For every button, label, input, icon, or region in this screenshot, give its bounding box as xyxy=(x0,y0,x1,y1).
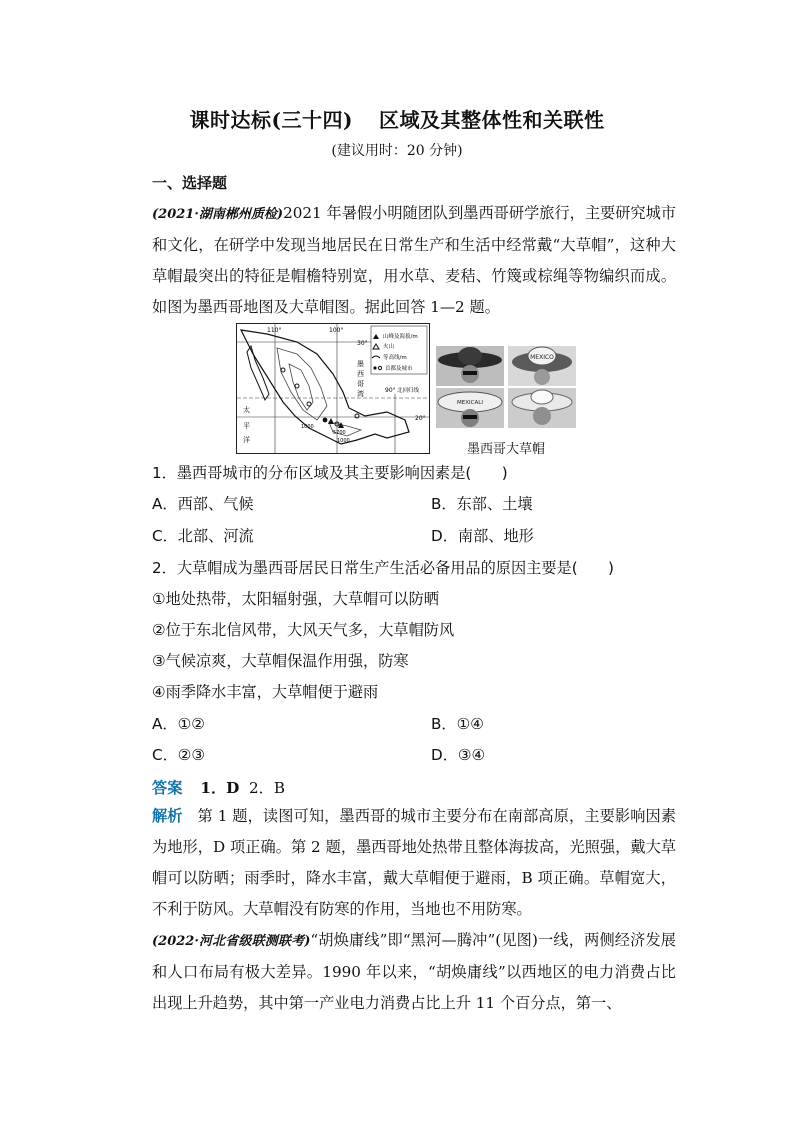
lat-30: 30° xyxy=(357,340,368,347)
photo-caption: 墨西哥大草帽 xyxy=(466,442,545,457)
gulf-char-3: 哥 xyxy=(357,380,364,388)
explanation-text: 第 1 题，读图可知，墨西哥的城市主要分布在南部高原，主要影响因素为地形，D 项正确。第 2 题，墨西哥地处热带且整体海拔高，光照强，戴大草帽可以防晒；雨季时，降水丰富，戴大草帽便于避雨，B 项正确。草帽宽大，不利于防风。大草帽没有防寒的作用，当地也不用防寒。 xyxy=(152,807,677,918)
q2-option-c: C．②③ xyxy=(152,746,206,764)
q1-option-d: D．南部、地形 xyxy=(431,527,534,545)
explanation-paragraph xyxy=(152,801,676,925)
ocean-char-1: 太 xyxy=(243,406,250,414)
legend-contour: 等高线/m xyxy=(383,355,407,361)
q1-option-b: B．东部、土壤 xyxy=(431,495,533,513)
legend-volcano: 火山 xyxy=(383,344,395,350)
q2-item-4: ④雨季降水丰富，大草帽便于避雨 xyxy=(152,683,379,701)
answer-line xyxy=(152,777,285,798)
photo-2 xyxy=(508,346,576,386)
baja-peninsula xyxy=(247,346,269,400)
lon-110: 110° xyxy=(267,327,282,334)
title-part1: 课时达标(三十四) xyxy=(189,108,353,132)
page-subtitle: (建议用时：20 分钟) xyxy=(331,143,463,159)
tropic-label: 北回归线 xyxy=(397,388,420,394)
answer-label: 答案 xyxy=(152,779,183,797)
photo-1 xyxy=(436,346,504,386)
intro-text: 2021 年暑假小明随团队到墨西哥研学旅行，主要研究城市和文化，在研学中发现当地居民在日常生产和生活中经常戴“大草帽”，这种大草帽最突出的特征是帽檐特别宽，用水草、麦秸、竹篾或棕绳等物编织而成。如图为墨西哥地图及大草帽图。据此回答 1—2 题。 xyxy=(152,204,676,316)
answer-value-2: 2．B xyxy=(248,779,285,797)
map-svg xyxy=(237,324,429,453)
lon-100: 100° xyxy=(329,327,344,334)
explanation-label: 解析 xyxy=(152,807,183,825)
contour-label-2: 1000 xyxy=(337,438,350,444)
intro2-paragraph xyxy=(152,925,676,1019)
photo-4 xyxy=(508,388,576,428)
lat-20: 20° xyxy=(415,415,426,422)
intro-source: (2021·湖南郴州质检) xyxy=(152,207,284,222)
photo-3 xyxy=(436,388,504,428)
gulf-char-4: 湾 xyxy=(357,390,364,398)
q2-option-a: A．①② xyxy=(152,715,205,733)
title-part2: 区域及其整体性和关联性 xyxy=(378,108,605,132)
intro-paragraph xyxy=(152,198,676,323)
contour-label-1: 1000 xyxy=(301,424,314,430)
page-title xyxy=(0,104,794,133)
question-1-stem: 1．墨西哥城市的分布区域及其主要影响因素是( ) xyxy=(152,464,508,482)
mexico-map xyxy=(236,323,430,454)
hat-text-mexico: MEXICO xyxy=(530,354,554,361)
q2-option-d: D．③④ xyxy=(431,746,486,764)
gulf-char-1: 墨 xyxy=(357,360,364,368)
section-heading: 一、选择题 xyxy=(152,174,228,192)
q1-option-c: C．北部、河流 xyxy=(152,527,254,545)
lon-90: 90° xyxy=(385,387,396,394)
q2-item-1: ①地处热带，太阳辐射强，大草帽可以防晒 xyxy=(152,590,439,608)
legend-city: 首都及城市 xyxy=(385,366,413,372)
hat-text-mexicali: MEXICALI xyxy=(457,400,483,406)
question-2-stem: 2．大草帽成为墨西哥居民日常生产生活必备用品的原因主要是( ) xyxy=(152,559,614,577)
gulf-char-2: 西 xyxy=(357,370,364,378)
legend-peak: 山峰及海拔/m xyxy=(383,334,418,340)
intro2-text: “胡焕庸线”即“黑河—腾冲”(见图)一线，两侧经济发展和人口布局有极大差异。1990 年以来，“胡焕庸线”以西地区的电力消费占比出现上升趋势，其中第一产业电力消费占比上升 11 个百分点，第一、 xyxy=(152,931,676,1012)
q1-option-a: A．西部、气候 xyxy=(152,495,254,513)
q2-item-2: ②位于东北信风带，大风天气多，大草帽防风 xyxy=(152,621,455,639)
ocean-char-3: 洋 xyxy=(243,436,250,444)
answer-value-1: 1．D xyxy=(200,779,240,797)
q2-option-b: B．①④ xyxy=(431,715,484,733)
q2-item-3: ③气候凉爽，大草帽保温作用强，防寒 xyxy=(152,652,409,670)
peak-elevation: 5700 xyxy=(333,430,346,436)
ocean-char-2: 平 xyxy=(243,422,250,430)
intro2-source: (2022·河北省级联测联考) xyxy=(152,934,311,949)
